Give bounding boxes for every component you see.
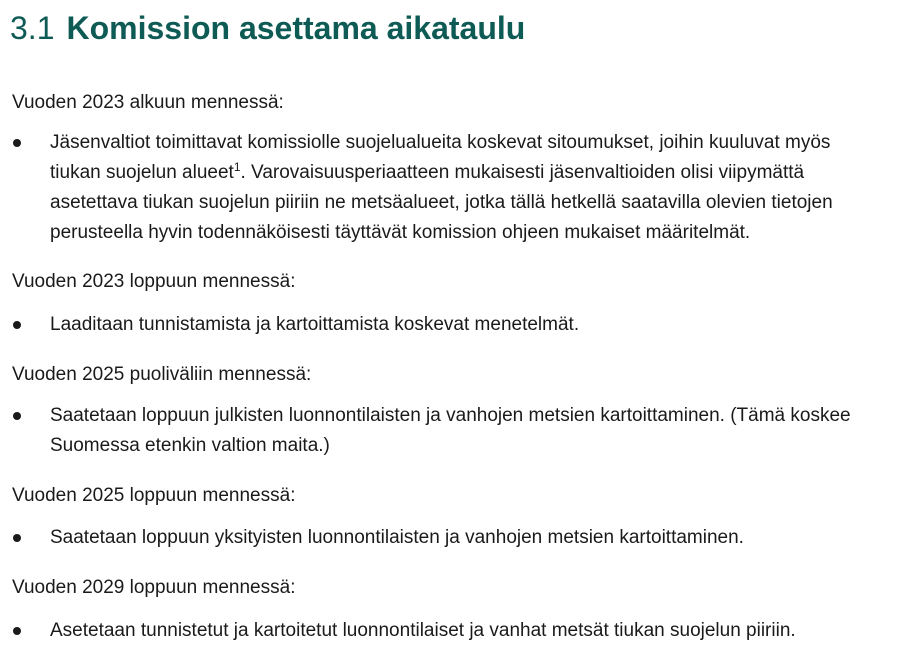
text-line: perusteella hyvin todennäköisesti täyttävät komission ohjeen mukaiset määritelmät. <box>50 222 751 243</box>
bullet-icon <box>13 139 21 147</box>
list-item-text <box>50 128 918 248</box>
timeline-label-2025-end: Vuoden 2025 loppuun mennessä: <box>12 485 296 506</box>
list-item-text <box>50 310 918 340</box>
bullet-icon <box>13 534 21 542</box>
section-number: 3.1 <box>10 10 55 46</box>
timeline-label-2023-start: Vuoden 2023 alkuun mennessä: <box>12 92 284 113</box>
section-title: Komission asettama aikataulu <box>66 10 526 46</box>
text-line: asetettava tiukan suojelun piiriin ne metsäalueet, jotka tällä hetkellä saatavilla olevien tietojen <box>50 192 833 213</box>
footnote-marker[interactable]: 1 <box>233 160 241 174</box>
text-line <box>50 158 918 188</box>
section-heading <box>10 6 525 50</box>
timeline-label-2025-mid: Vuoden 2025 puoliväliin mennessä: <box>12 364 312 385</box>
text-line: Laaditaan tunnistamista ja kartoittamista koskevat menetelmät. <box>50 314 580 335</box>
list-item-text <box>50 616 918 646</box>
text-line: Saatetaan loppuun yksityisten luonnontilaisten ja vanhojen metsien kartoittaminen. <box>50 527 744 548</box>
bullet-icon <box>13 627 21 635</box>
list-item-text <box>50 401 918 461</box>
text-line: Saatetaan loppuun julkisten luonnontilaisten ja vanhojen metsien kartoittaminen. (Tämä koskee <box>50 405 851 426</box>
text-fragment: . Varovaisuusperiaatteen mukaisesti jäsenvaltioiden olisi viipymättä <box>240 162 805 183</box>
bullet-icon <box>13 321 21 329</box>
timeline-label-2029-end: Vuoden 2029 loppuun mennessä: <box>12 577 296 598</box>
text-line: Jäsenvaltiot toimittavat komissiolle suojelualueita koskevat sitoumukset, joihin kuuluvat myös <box>50 132 831 153</box>
list-item-text <box>50 523 918 553</box>
timeline-label-2023-end: Vuoden 2023 loppuun mennessä: <box>12 271 296 292</box>
text-fragment: tiukan suojelun alueet <box>50 162 234 183</box>
bullet-icon <box>13 412 21 420</box>
text-line: Suomessa etenkin valtion maita.) <box>50 435 330 456</box>
text-line: Asetetaan tunnistetut ja kartoitetut luonnontilaiset ja vanhat metsät tiukan suojelun piiriin. <box>50 620 796 641</box>
